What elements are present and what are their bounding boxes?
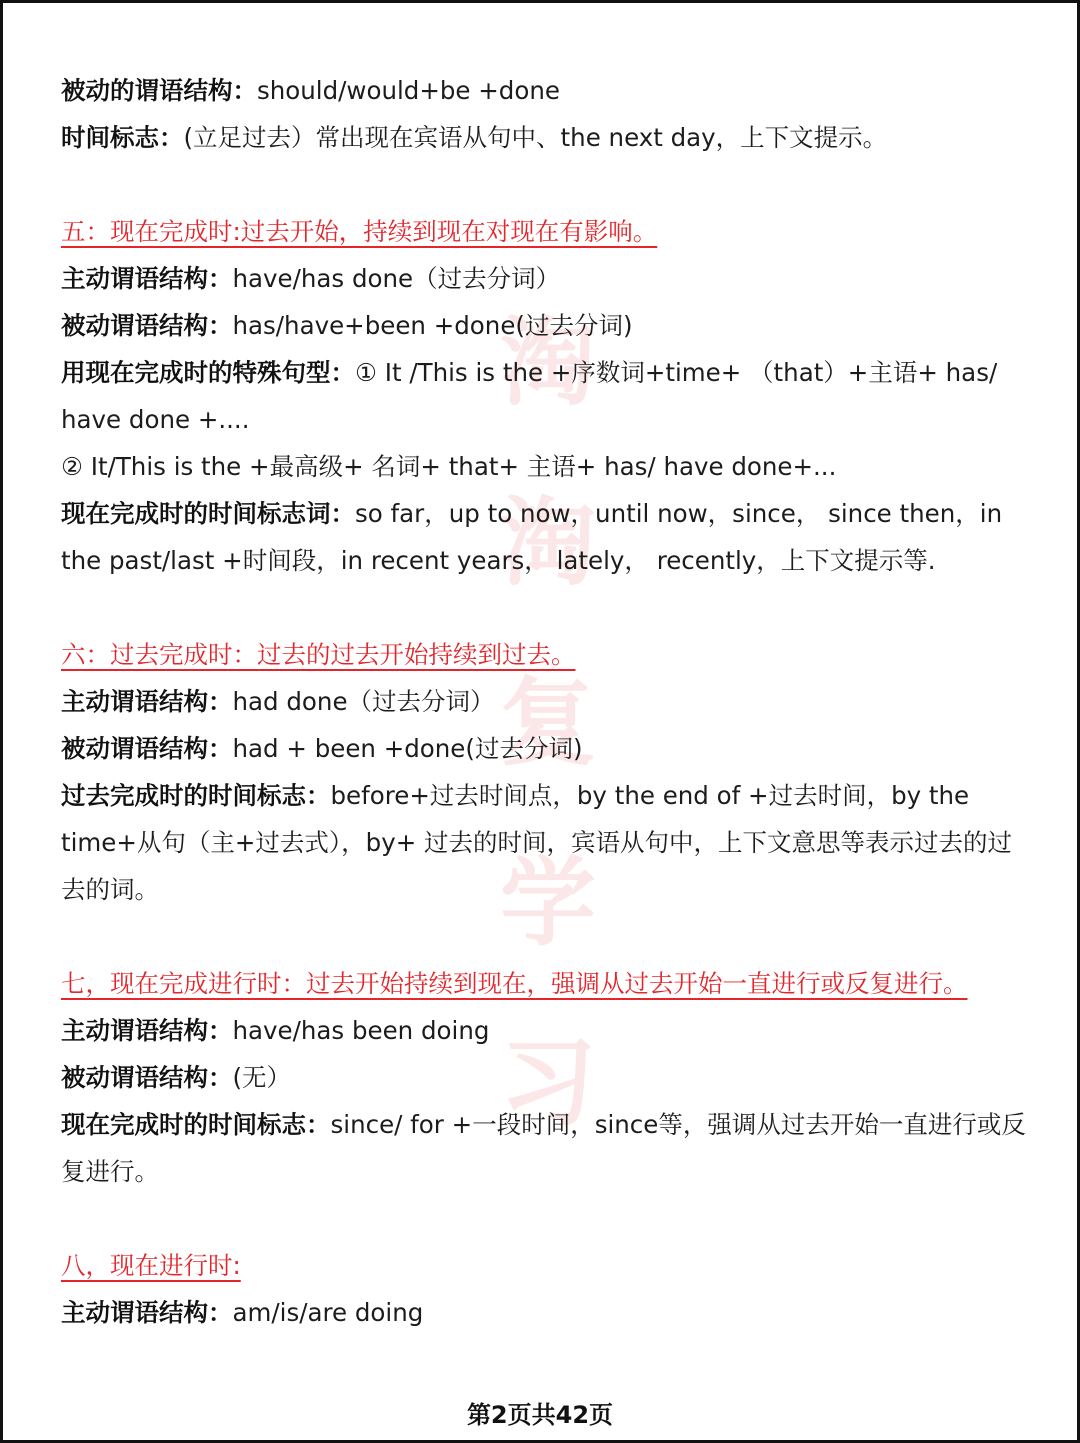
page-number: 第2页共42页 [466, 1401, 614, 1429]
passive-structure-line [61, 67, 1026, 114]
line-text: have/has done（过去分词） [232, 264, 561, 293]
spacer [61, 1195, 1026, 1242]
time-signal-line [61, 1101, 1026, 1195]
active-structure-line [61, 1007, 1026, 1054]
line-label: 用现在完成时的特殊句型： [61, 358, 355, 387]
watermark-char: 学 [500, 847, 596, 959]
line-text: am/is/are doing [232, 1298, 424, 1327]
line-text: have/has been doing [232, 1016, 490, 1045]
time-signal-line [61, 490, 1026, 584]
active-structure-line [61, 678, 1026, 725]
line-text: had + been +done(过去分词) [232, 734, 583, 763]
line-text: had done（过去分词） [232, 687, 495, 716]
page-content [61, 67, 1026, 1336]
time-signal-line [61, 772, 1026, 913]
line-text: ① It /This is the +序数词+time+ （that）+主语+ has/ have done +.... [61, 358, 998, 434]
line-text: so far，up to now，until now，since， since then，in the past/last +时间段，in recent years， lately， recently，上下文提示等. [61, 499, 1003, 575]
watermark-char: 淘 [500, 307, 596, 419]
line-text: should/would+be +done [257, 76, 560, 105]
line-label: 时间标志： [61, 123, 184, 152]
spacer [61, 161, 1026, 208]
line-label: 被动谓语结构： [61, 1063, 233, 1092]
line-text: since/ for +一段时间，since等，强调从过去开始一直进行或反复进行。 [61, 1110, 1026, 1186]
active-structure-line [61, 255, 1026, 302]
line-label: 被动的谓语结构： [61, 76, 257, 105]
section-heading-6: 六：过去完成时：过去的过去开始持续到过去。 [61, 640, 576, 669]
active-structure-line [61, 1289, 1026, 1336]
special-pattern-line-2: ② It/This is the +最高级+ 名词+ that+ 主语+ has/ have done+... [61, 452, 837, 481]
time-signal-line [61, 114, 1026, 161]
spacer [61, 913, 1026, 960]
section-heading-5: 五：现在完成时:过去开始，持续到现在对现在有影响。 [61, 217, 658, 246]
line-label: 主动谓语结构： [61, 1016, 233, 1045]
line-label: 主动谓语结构： [61, 1298, 233, 1327]
line-label: 过去完成时的时间标志： [61, 781, 331, 810]
line-label: 主动谓语结构： [61, 264, 233, 293]
line-label: 主动谓语结构： [61, 687, 233, 716]
line-label: 被动谓语结构： [61, 734, 233, 763]
special-pattern-line [61, 349, 1026, 443]
passive-structure-line [61, 302, 1026, 349]
watermark-char: 复 [500, 667, 596, 779]
line-text: (立足过去）常出现在宾语从句中、the next day，上下文提示。 [183, 123, 888, 152]
watermark-char: 习 [500, 1027, 596, 1139]
spacer [61, 584, 1026, 631]
line-text: before+过去时间点，by the end of +过去时间，by the time+从句（主+过去式），by+ 过去的时间，宾语从句中，上下文意思等表示过去的过去的词。 [61, 781, 1013, 904]
watermark-char: 淘 [500, 487, 596, 599]
section-heading-8: 八，现在进行时: [61, 1251, 241, 1280]
line-label: 现在完成时的时间标志： [61, 1110, 331, 1139]
line-text: has/have+been +done(过去分词) [232, 311, 633, 340]
line-label: 现在完成时的时间标志词： [61, 499, 355, 528]
passive-structure-line [61, 725, 1026, 772]
passive-structure-line [61, 1054, 1026, 1101]
section-heading-7: 七，现在完成进行时：过去开始持续到现在，强调从过去开始一直进行或反复进行。 [61, 969, 968, 998]
line-label: 被动谓语结构： [61, 311, 233, 340]
line-text: (无） [232, 1063, 292, 1092]
